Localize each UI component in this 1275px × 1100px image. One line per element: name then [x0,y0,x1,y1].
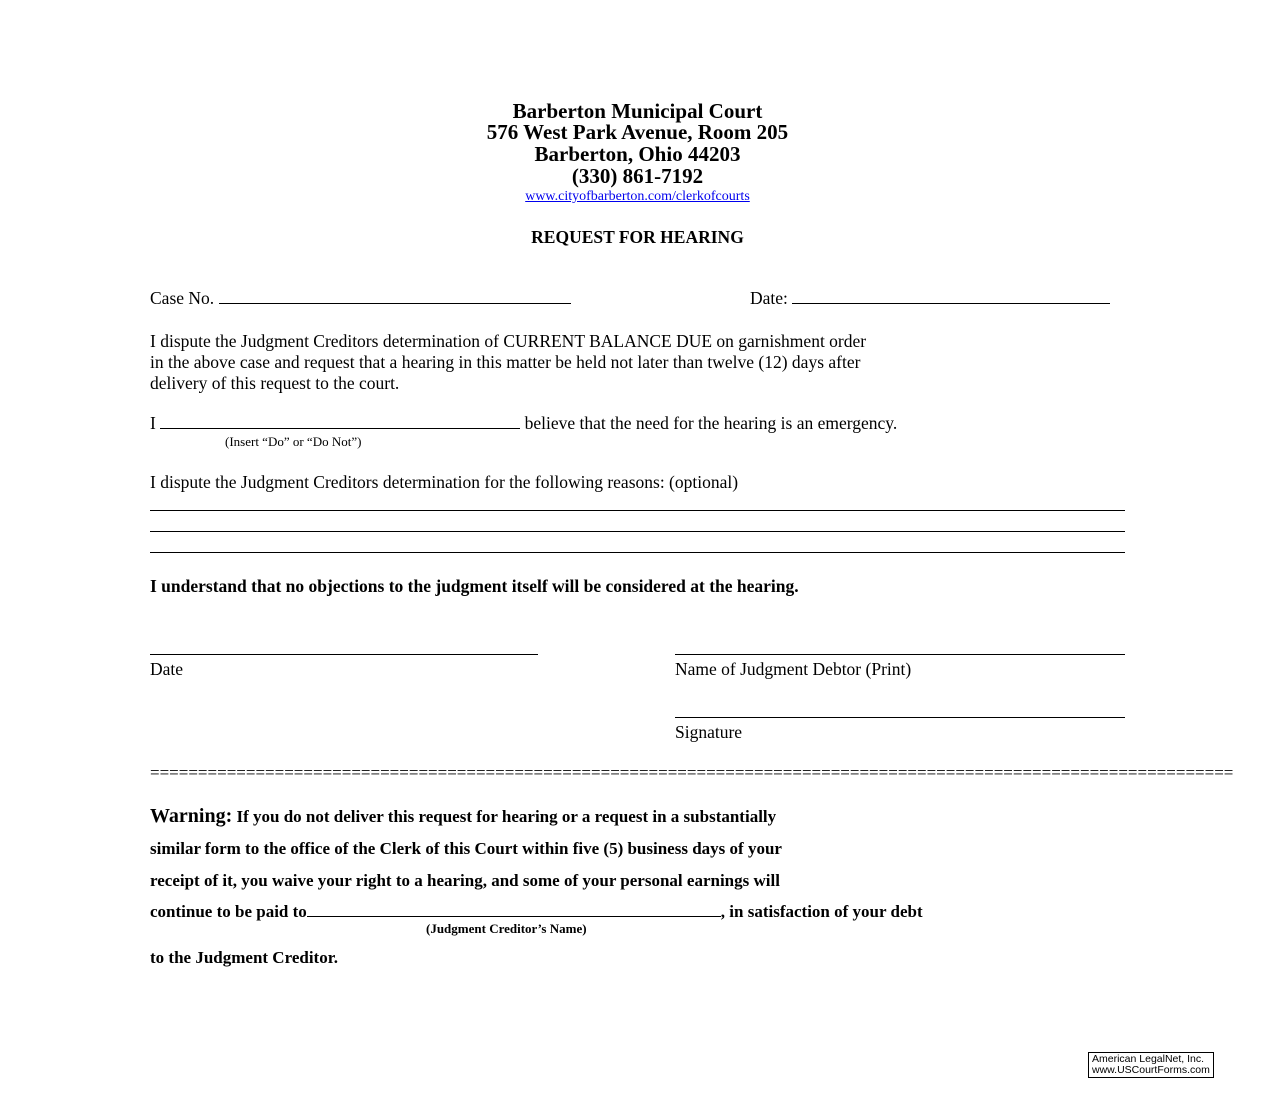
emergency-statement [150,413,897,434]
case-no-field[interactable] [150,288,571,309]
date-field[interactable] [750,288,1110,309]
form-title: REQUEST FOR HEARING [531,227,744,247]
warning-line4-prefix: continue to be paid to [150,902,307,921]
date-signature-line[interactable] [150,654,538,655]
warning-line-2: similar form to the office of the Clerk of this Court within five (5) business days of your [150,839,782,858]
debtor-name-label: Name of Judgment Debtor (Print) [675,659,912,679]
dispute-line-1: I dispute the Judgment Creditors determination of CURRENT BALANCE DUE on garnishment order [150,331,867,351]
dispute-line-2: in the above case and request that a hearing in this matter be held not later than twelve (12) days after [150,352,861,372]
do-or-do-not-input[interactable] [160,414,520,429]
warning-line-1 [150,806,776,827]
warning-line-5: to the Judgment Creditor. [150,948,338,967]
signature-label: Signature [675,722,743,742]
warning-line4-suffix: , in satisfaction of your debt [720,902,923,921]
creditor-name-input[interactable] [307,902,721,917]
website-link[interactable]: www.cityofbarberton.com/clerkofcourts [525,189,750,204]
date-input[interactable] [792,289,1110,304]
emergency-hint: (Insert “Do” or “Do Not”) [225,434,362,449]
debtor-name-line[interactable] [675,654,1125,655]
case-no-input[interactable] [219,289,571,304]
warning-line-3: receipt of it, you waive your right to a hearing, and some of your personal earnings will [150,871,780,890]
reasons-label: I dispute the Judgment Creditors determination for the following reasons: (optional) [150,472,739,492]
separator: ================================================================================================================= [150,763,1234,782]
warning-text-1: If you do not deliver this request for hearing or a request in a substantially [236,807,777,826]
warning-heading: Warning: [150,805,233,827]
court-address: 576 West Park Avenue, Room 205 [486,120,789,144]
understand-statement: I understand that no objections to the judgment itself will be considered at the hearing. [150,576,799,596]
signature-line[interactable] [675,717,1125,718]
court-name: Barberton Municipal Court [512,99,763,123]
dispute-line-3: delivery of this request to the court. [150,373,400,393]
court-phone: (330) 861-7192 [571,164,704,188]
court-city: Barberton, Ohio 44203 [534,142,741,166]
emergency-suffix: believe that the need for the hearing is an emergency. [524,413,898,433]
reason-line-1[interactable] [150,510,1125,511]
warning-line-4 [150,901,923,922]
emergency-prefix: I [150,413,156,433]
reason-line-2[interactable] [150,531,1125,532]
date-label: Date: [750,288,788,308]
footer-company: American LegalNet, Inc. [1092,1053,1205,1065]
date-signature-label: Date [150,659,184,679]
creditor-hint: (Judgment Creditor’s Name) [426,921,587,936]
footer-site: www.USCourtForms.com [1092,1064,1210,1076]
footer-stamp [1088,1052,1214,1078]
case-no-label: Case No. [150,288,215,308]
reason-line-3[interactable] [150,552,1125,553]
